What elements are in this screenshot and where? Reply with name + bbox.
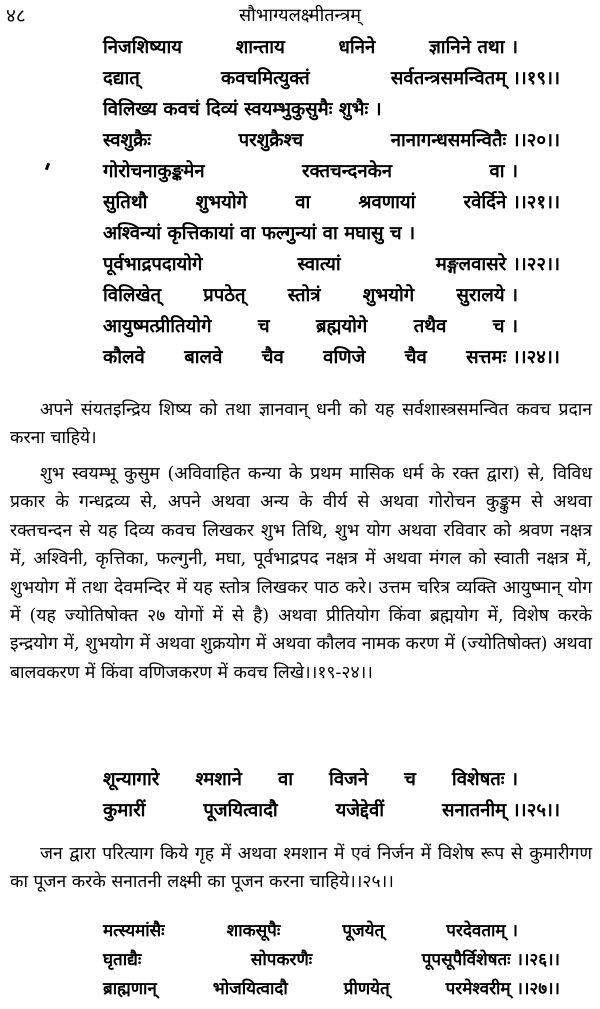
verse-word: च । xyxy=(492,316,518,337)
verse-word: निजशिष्याय xyxy=(103,37,182,58)
commentary-paragraph: जन द्वारा परित्याग किये गृह में अथवा श्मशान में एवं निर्जन में विशेष रूप से कुमारीगण का पूजन करके सनातनी लक्ष्मी का पूजन करना चाहिये।।२५।। xyxy=(10,844,592,893)
verse-word: स्वात्यां xyxy=(297,254,341,275)
verse-word: सुरालये । xyxy=(456,285,518,306)
verse-word: विलिखेत् xyxy=(103,285,162,306)
verse-word: ज्ञानिने तथा । xyxy=(428,37,518,58)
verse-word: अश्विन्यां कृत्तिकायां वा फल्गुन्यां वा मघासु च । xyxy=(103,223,416,244)
verse-line xyxy=(0,282,600,313)
verse-word: पूपसूपैर्विशेषतः ।।२६।। xyxy=(421,950,560,970)
verse-word: घृताद्यैः xyxy=(103,950,142,970)
commentary-paragraph: शुभ स्वयम्भू कुसुम (अविवाहित कन्या के प्रथम मासिक धर्म के रक्त द्वारा) से, विविध प्रकार के गन्धद्रव्य से, अपने अथवा अन्य के वीर्य से अथवा गोरोचन कुङ्कुम से अथवा रक्तचन्दन से यह दिव्य कवच लिखकर शुभ तिथि, शुभ योग अथवा रविवार को श्रवण नक्षत्र में, अश्विनी, कृत्तिका, फल्गुनी, मघा, पूर्वभाद्रपद नक्षत्र में अथवा मंगल को स्वाती नक्षत्र में, शुभयोग में तथा देवमन्दिर में यह स्तोत्र लिखकर पाठ करे। उत्तम चरित्र व्यक्ति आयुष्मान् योग में (यह ज्योतिषोक्त २७ योगों में से है) अथवा प्रीतियोग किंवा ब्रह्मयोग में, विशेष करके इन्द्रयोग में, शुभयोग में अथवा शुक्रयोग में अथवा कौलव नामक करण में (ज्योतिषोक्त) अथवा बालवकरण में किंवा वणिजकरण में कवच लिखे।।१९-२४।। xyxy=(10,464,592,683)
verse-word: पूजयित्वादौ xyxy=(203,800,278,821)
verse-line xyxy=(0,766,600,797)
verse-word: परशुक्रैश्च xyxy=(238,130,304,151)
verse-word: मङ्गलवासरे ।।२२।। xyxy=(435,254,560,275)
verse-word: च xyxy=(257,316,270,337)
verse-word: प्रीणयेत् xyxy=(343,979,390,999)
verse-word: स्वशुक्रैः xyxy=(103,130,152,151)
verse-word: परदेवताम् । xyxy=(446,921,518,941)
verse-line xyxy=(0,158,600,189)
verse-word: स्तोत्रं xyxy=(287,285,321,306)
verse-word: शाकसूपैः xyxy=(226,921,281,941)
verse-word: ब्राह्मणान् xyxy=(103,979,157,999)
running-title: सौभाग्यलक्ष्मीतन्त्रम् xyxy=(238,5,362,26)
verse-word: रवेर्दिने ।।२१।। xyxy=(463,192,560,213)
verse-word: सत्तमः ।।२४।। xyxy=(466,347,560,368)
verse-word: मत्स्यमांसैः xyxy=(103,921,165,941)
verse-line xyxy=(0,34,600,65)
verse-word: शुभयोगे xyxy=(362,285,415,306)
verse-word: वणिजे xyxy=(323,347,366,368)
verse-block-3 xyxy=(0,918,600,1005)
verse-line xyxy=(0,976,600,1005)
verse-word: विशेषतः । xyxy=(451,769,518,790)
verse-line xyxy=(0,918,600,947)
verse-word: भोजयित्वादौ xyxy=(212,979,288,999)
verse-word: कुमारीं xyxy=(103,800,146,821)
verse-word: चैव xyxy=(404,347,427,368)
page-header xyxy=(0,4,600,30)
verse-word: आयुष्मत्प्रीतियोगे xyxy=(103,316,212,337)
verse-line xyxy=(0,947,600,976)
verse-word: चैव xyxy=(261,347,284,368)
verse-word: सर्वतन्त्रसमन्वितम् ।।१९।। xyxy=(390,68,560,89)
verse-word: गोरोचनाकुङ्कमेन xyxy=(103,161,205,182)
verse-word: कौलवे xyxy=(103,347,145,368)
verse-word: नानागन्धसमन्वितैः ।।२०।। xyxy=(390,130,560,151)
verse-line xyxy=(0,797,600,828)
verse-word: वा xyxy=(295,192,311,213)
verse-word: धनिने xyxy=(338,37,376,58)
verse-line xyxy=(0,65,600,96)
verse-word: शान्ताय xyxy=(235,37,285,58)
verse-word: प्रपठेत् xyxy=(203,285,246,306)
verse-line xyxy=(0,251,600,282)
verse-word: श्मशाने xyxy=(195,769,242,790)
verse-word: ब्रह्मयोगे xyxy=(316,316,368,337)
verse-word: वा । xyxy=(489,161,518,182)
verse-word: सनातनीम् ।।२५।। xyxy=(442,800,560,821)
verse-line xyxy=(0,313,600,344)
verse-word: यजेद्देवीं xyxy=(335,800,385,821)
verse-word: पूर्वभाद्रपदायोगे xyxy=(103,254,203,275)
verse-word: रक्तचन्दनकेन xyxy=(302,161,393,182)
verse-word: सुतिथौ xyxy=(103,192,148,213)
verse-word: शुभयोगे xyxy=(195,192,248,213)
verse-word: तथैव xyxy=(413,316,447,337)
verse-word: पूजयेत् xyxy=(342,921,385,941)
verse-word: सोपकरणैः xyxy=(250,950,313,970)
verse-line xyxy=(0,127,600,158)
verse-block-1 xyxy=(0,34,600,375)
verse-word: च xyxy=(404,769,416,790)
verse-word: कवचमित्युक्तं xyxy=(221,68,310,89)
verse-word: विजने xyxy=(329,769,369,790)
verse-line xyxy=(0,344,600,375)
verse-word: विलिख्य कवचं दिव्यं स्वयम्भुकुसुमैः शुभैः । xyxy=(103,99,382,120)
verse-line xyxy=(0,220,600,251)
verse-word: बालवे xyxy=(184,347,223,368)
verse-word: शून्यागारे xyxy=(103,769,160,790)
verse-word: परमेश्वरीम् ।।२७।। xyxy=(445,979,560,999)
verse-line xyxy=(0,96,600,127)
verse-block-2 xyxy=(0,766,600,828)
verse-word: वा xyxy=(277,769,294,790)
commentary-paragraph: अपने संयतइन्द्रिय शिष्य को तथा ज्ञानवान् धनी को यह सर्वशास्त्रसमन्वित कवच प्रदान करना चाहिये। xyxy=(10,400,592,449)
verse-word: श्रवणायां xyxy=(358,192,416,213)
verse-word: दद्यात् xyxy=(103,68,140,89)
page-number: ४८ xyxy=(6,5,26,27)
verse-line xyxy=(0,189,600,220)
